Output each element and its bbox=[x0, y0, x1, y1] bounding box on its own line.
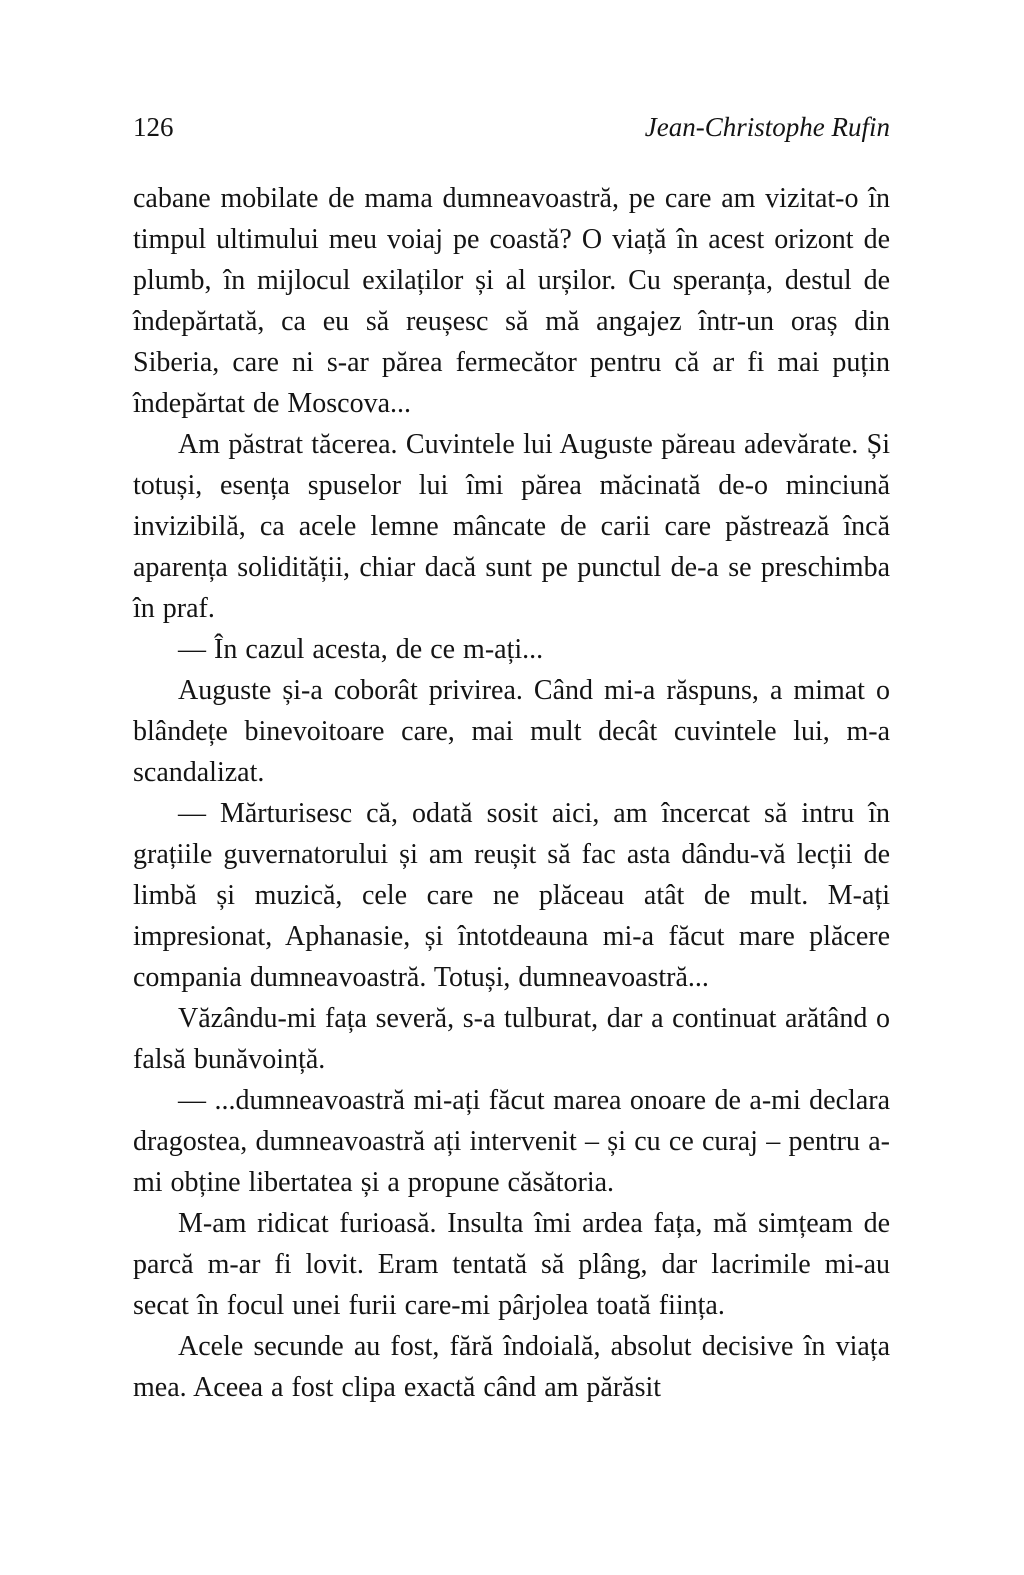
running-header bbox=[133, 112, 890, 142]
paragraph: Văzându-mi fața severă, s-a tulburat, dar a continuat arătând o falsă bunăvoință. bbox=[133, 1003, 890, 1075]
page-number: 126 bbox=[133, 112, 174, 142]
paragraph: — ...dumneavoastră mi-ați făcut marea onoare de a-mi declara dragostea, dumneavoastră ați intervenit – și cu ce curaj – pentru a-mi obține libertatea și a propune căsătoria. bbox=[133, 1085, 890, 1198]
paragraph: Auguste și-a coborât privirea. Când mi-a răspuns, a mimat o blândețe binevoitoare care, mai mult decât cuvintele lui, m-a scandalizat. bbox=[133, 675, 890, 788]
paragraph: — În cazul acesta, de ce m-ați... bbox=[178, 634, 544, 665]
text-block bbox=[133, 178, 890, 1408]
paragraph: — Mărturisesc că, odată sosit aici, am încercat să intru în grațiile guvernatorului și am reușit să fac asta dându-vă lecții de limbă și muzică, cele care ne plăceau atât de mult. M-ați impresionat, Aphanasie, și întotdeauna mi-a făcut mare plăcere compania dumneavoastră. Totuși, dumneavoastră... bbox=[133, 798, 890, 993]
paragraph: Acele secunde au fost, fără îndoială, absolut decisive în viața mea. Aceea a fost clipa exactă când am părăsit bbox=[133, 1331, 890, 1403]
running-header-author: Jean-Christophe Rufin bbox=[644, 112, 890, 142]
paragraph: cabane mobilate de mama dumneavoastră, pe care am vizitat-o în timpul ultimului meu voiaj pe coastă? O viață în acest orizont de plumb, în mijlocul exilaților și al urșilor. Cu speranța, destul de îndepărtată, ca eu să reușesc să mă angajez într-un oraș din Siberia, care ni s-ar părea fermecător pentru că ar fi mai puțin îndepărtat de Moscova... bbox=[133, 183, 890, 419]
paragraph: Am păstrat tăcerea. Cuvintele lui Auguste păreau adevărate. Și totuși, esența spuselor lui îmi părea măcinată de-o minciună invizibilă, ca acele lemne mâncate de carii care păstrează încă aparența solidității, chiar dacă sunt pe punctul de-a se preschimba în praf. bbox=[133, 429, 890, 624]
paragraph: M-am ridicat furioasă. Insulta îmi ardea fața, mă simțeam de parcă m-ar fi lovit. Eram tentată să plâng, dar lacrimile mi-au secat în focul unei furii care-mi pârjolea toată ființa. bbox=[133, 1208, 890, 1321]
